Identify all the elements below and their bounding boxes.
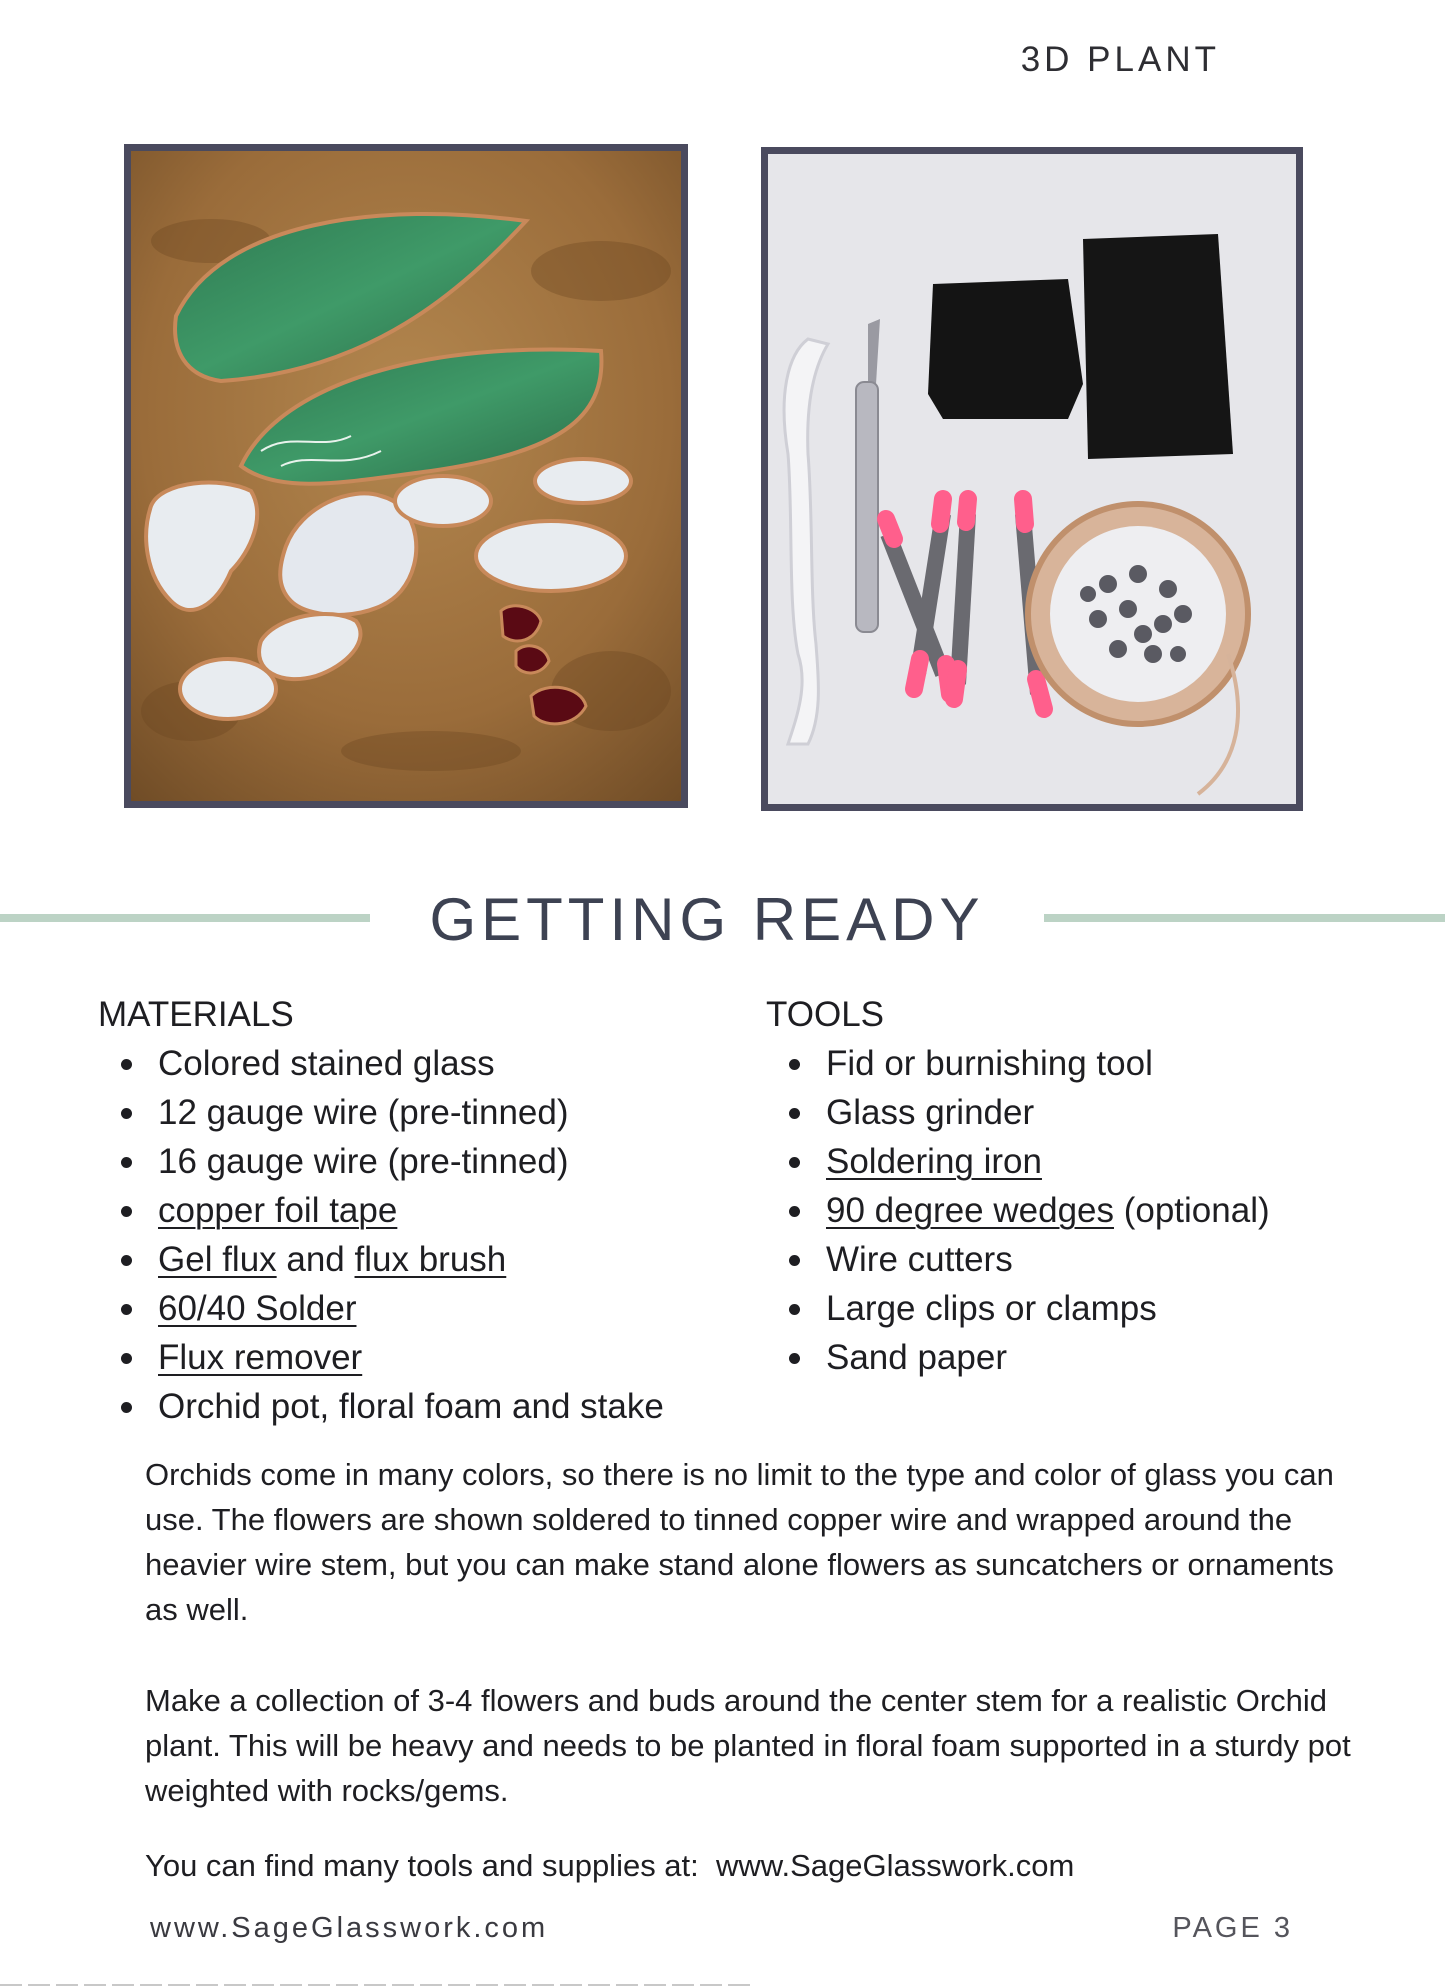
tools-item <box>766 1235 1270 1284</box>
gel-flux-link[interactable]: Gel flux <box>158 1240 277 1279</box>
glass-pieces-illustration <box>131 151 681 801</box>
tools-photo <box>761 147 1303 811</box>
flux-remover-link[interactable]: Flux remover <box>158 1338 363 1377</box>
tools-illustration <box>768 154 1296 804</box>
item-text: 16 gauge wire (pre-tinned) <box>158 1142 569 1181</box>
footer-url: www.SageGlasswork.com <box>150 1912 549 1944</box>
flux-brush-link[interactable]: flux brush <box>354 1240 507 1279</box>
item-text: Large clips or clamps <box>826 1289 1157 1328</box>
supplies-paragraph: You can find many tools and supplies at: www.SageGlasswork.com <box>145 1848 1075 1883</box>
tools-list <box>766 1039 1270 1382</box>
item-text: Colored stained glass <box>158 1044 495 1083</box>
tools-item <box>766 1333 1270 1382</box>
glass-pieces-photo <box>124 144 688 808</box>
item-text: 12 gauge wire (pre-tinned) <box>158 1093 569 1132</box>
accent-rule-right <box>1044 914 1445 922</box>
tools-column <box>766 990 1270 1382</box>
page-number: PAGE 3 <box>1172 1912 1293 1944</box>
item-text: Orchid pot, floral foam and stake <box>158 1387 664 1426</box>
solder-link[interactable]: 60/40 Solder <box>158 1289 357 1328</box>
section-title: GETTING READY <box>429 886 985 953</box>
item-text: Fid or burnishing tool <box>826 1044 1153 1083</box>
intro-paragraph: Orchids come in many colors, so there is no limit to the type and color of glass you can use. The flowers are shown soldered to tinned copper wire and wrapped around the heavier wire stem, but you can make stand alone flowers as suncatchers or ornaments as well. <box>145 1457 1334 1627</box>
materials-item <box>98 1333 664 1382</box>
materials-item <box>98 1186 664 1235</box>
materials-column <box>98 990 664 1431</box>
materials-item <box>98 1088 664 1137</box>
materials-heading: MATERIALS <box>98 995 294 1034</box>
tools-item <box>766 1186 1270 1235</box>
materials-item <box>98 1039 664 1088</box>
accent-rule-left <box>0 914 370 922</box>
tools-heading: TOOLS <box>766 995 885 1034</box>
tools-item <box>766 1137 1270 1186</box>
materials-item <box>98 1382 664 1431</box>
collection-paragraph: Make a collection of 3-4 flowers and buds around the center stem for a realistic Orchid plant. This will be heavy and needs to be planted in floral foam supported in a sturdy pot weighted with rocks/gems. <box>145 1683 1351 1808</box>
copper-foil-tape-link[interactable]: copper foil tape <box>158 1191 398 1230</box>
item-text: Wire cutters <box>826 1240 1013 1279</box>
wedges-link[interactable]: 90 degree wedges <box>826 1191 1114 1230</box>
item-text: and <box>276 1240 355 1279</box>
materials-item <box>98 1235 664 1284</box>
item-text: Glass grinder <box>826 1093 1035 1132</box>
tools-item <box>766 1039 1270 1088</box>
tools-item <box>766 1088 1270 1137</box>
item-text: Sand paper <box>826 1338 1007 1377</box>
bottom-divider <box>0 1984 750 1986</box>
soldering-iron-link[interactable]: Soldering iron <box>826 1142 1042 1181</box>
materials-list <box>98 1039 664 1431</box>
header-label: 3D PLANT <box>1020 40 1220 79</box>
materials-item <box>98 1137 664 1186</box>
item-text: (optional) <box>1114 1191 1270 1230</box>
materials-item <box>98 1284 664 1333</box>
tools-item <box>766 1284 1270 1333</box>
